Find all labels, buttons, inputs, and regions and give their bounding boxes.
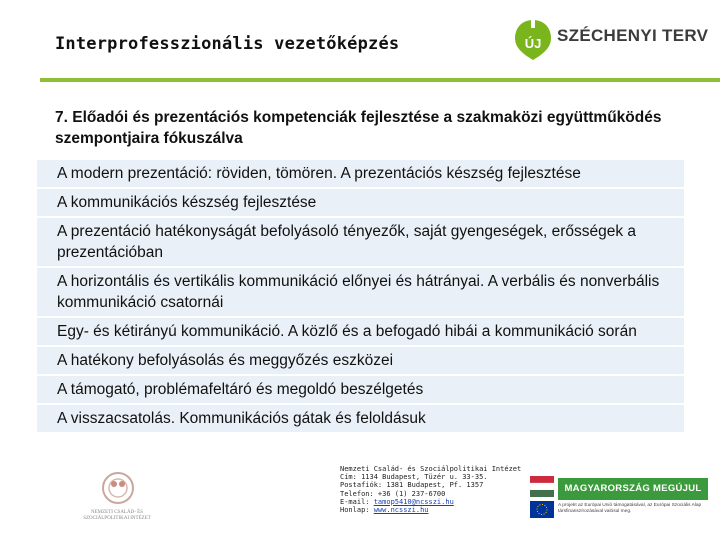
- megujul-banner: MAGYARORSZÁG MEGÚJUL: [558, 478, 708, 500]
- contact-line: Telefon: +36 (1) 237-6700: [340, 489, 446, 498]
- list-item: A hatékony befolyásolás és meggyőzés eszközei: [37, 347, 684, 376]
- web-label: Honlap:: [340, 506, 374, 515]
- list-item: Egy- és kétirányú kommunikáció. A közlő és a befogadó hibái a kommunikáció során: [37, 318, 684, 347]
- eu-funding-note: A projekt az Európai Unió támogatásával, az Európai Szociális Alap társfinanszírozásával valósul meg.: [558, 503, 702, 514]
- logo-badge: ÚJ: [524, 36, 542, 51]
- section-heading: 7. Előadói és prezentációs kompetenciák fejlesztése a szakmaközi együttműködés szempontjaira fókuszálva: [55, 109, 662, 147]
- contact-web-row: [340, 506, 521, 514]
- contact-line: Nemzeti Család- és Szociálpolitikai Intézet: [340, 465, 522, 473]
- ncsszi-emblem-icon: [78, 470, 158, 510]
- contact-line: Cím: 1134 Budapest, Tüzér u. 33-35.: [340, 473, 488, 482]
- email-label: E-mail:: [340, 497, 374, 506]
- list-item: A kommunikációs készség fejlesztése: [37, 189, 684, 218]
- flag-eu-icon: [530, 474, 556, 520]
- magyarorszag-megujul-logo: [530, 474, 710, 524]
- topic-list: [37, 160, 684, 434]
- list-item: A modern prezentáció: röviden, tömören. A prezentációs készség fejlesztése: [37, 160, 684, 189]
- list-item: A horizontális és vertikális kommunikáció előnyei és hátrányai. A verbális és nonverbális kommunikáció csatornái: [37, 268, 684, 318]
- list-item: A támogató, problémafeltáró és megoldó beszélgetés: [37, 376, 684, 405]
- email-link[interactable]: tamop5410@ncsszi.hu: [373, 497, 454, 506]
- logo-text: SZÉCHENYI TERV: [557, 26, 709, 45]
- contact-block: [340, 465, 521, 514]
- web-link[interactable]: www.ncsszi.hu: [373, 506, 429, 515]
- contact-email-row: [340, 498, 521, 506]
- page-title: Interprofesszionális vezetőképzés: [55, 34, 400, 54]
- szechenyi-terv-logo: [513, 18, 713, 62]
- header-divider: [40, 78, 720, 82]
- list-item: A visszacsatolás. Kommunikációs gátak és feloldásuk: [37, 405, 684, 434]
- ncsszi-logo-text: NEMZETI CSALÁD- ÉS SZOCIÁLPOLITIKAI INTÉZET: [83, 510, 151, 521]
- contact-line: Postafiók: 1381 Budapest, Pf. 1357: [340, 481, 484, 490]
- list-item: A prezentáció hatékonyságát befolyásoló tényezők, saját gyengeségek, erősségek a prezentációban: [37, 218, 684, 268]
- szechenyi-leaf-icon: [513, 18, 553, 62]
